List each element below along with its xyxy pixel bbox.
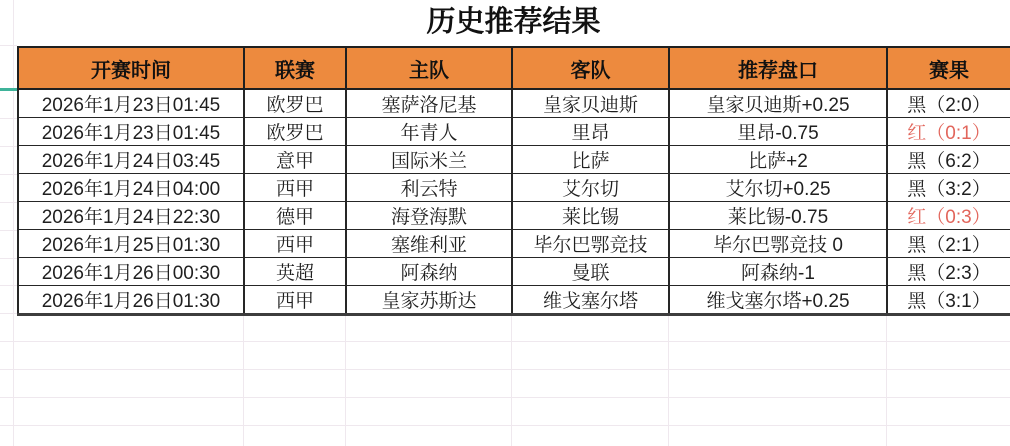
cell-time[interactable]: 2026年1月26日01:30 <box>18 286 244 315</box>
header-cell-handicap[interactable]: 推荐盘口 <box>669 47 887 89</box>
table-row <box>18 202 1010 230</box>
cell-away[interactable]: 曼联 <box>512 258 669 286</box>
header-cell-league[interactable]: 联赛 <box>244 47 346 89</box>
cell-handicap[interactable]: 莱比锡-0.75 <box>669 202 887 230</box>
cell-away[interactable]: 毕尔巴鄂竞技 <box>512 230 669 258</box>
gridline-horizontal <box>0 202 17 203</box>
cell-result[interactable] <box>887 202 1010 230</box>
gridline-vertical <box>13 0 14 446</box>
cell-time[interactable]: 2026年1月24日04:00 <box>18 174 244 202</box>
gridline-horizontal <box>0 369 1010 370</box>
table-row <box>18 89 1010 118</box>
cell-league[interactable]: 英超 <box>244 258 346 286</box>
cell-handicap[interactable]: 维戈塞尔塔+0.25 <box>669 286 887 315</box>
result-text: 黑（3:1） <box>907 291 991 312</box>
table-row <box>18 286 1010 315</box>
header-cell-result[interactable]: 赛果 <box>887 47 1010 89</box>
cell-home[interactable]: 利云特 <box>346 174 512 202</box>
cell-result[interactable] <box>887 89 1010 118</box>
cell-away[interactable]: 维戈塞尔塔 <box>512 286 669 315</box>
header-row <box>18 47 1010 89</box>
cell-handicap[interactable]: 艾尔切+0.25 <box>669 174 887 202</box>
cell-handicap[interactable]: 皇家贝迪斯+0.25 <box>669 89 887 118</box>
gridline-horizontal <box>0 174 17 175</box>
cell-handicap[interactable]: 里昂-0.75 <box>669 118 887 146</box>
cell-league[interactable]: 意甲 <box>244 146 346 174</box>
cell-league[interactable]: 德甲 <box>244 202 346 230</box>
cell-handicap[interactable]: 阿森纳-1 <box>669 258 887 286</box>
cell-home[interactable]: 塞维利亚 <box>346 230 512 258</box>
gridline-vertical <box>243 314 244 446</box>
gridline-horizontal <box>0 313 17 314</box>
cell-handicap[interactable]: 毕尔巴鄂竞技 0 <box>669 230 887 258</box>
cell-away[interactable]: 皇家贝迪斯 <box>512 89 669 118</box>
gridline-vertical <box>345 314 346 446</box>
table-row <box>18 258 1010 286</box>
cell-result[interactable] <box>887 230 1010 258</box>
header-cell-away[interactable]: 客队 <box>512 47 669 89</box>
header-cell-home[interactable]: 主队 <box>346 47 512 89</box>
cell-home[interactable]: 海登海默 <box>346 202 512 230</box>
cell-time[interactable]: 2026年1月23日01:45 <box>18 118 244 146</box>
cell-result[interactable] <box>887 146 1010 174</box>
result-text: 黑（2:0） <box>907 95 991 116</box>
cell-result[interactable] <box>887 258 1010 286</box>
freeze-pane-line <box>0 88 17 91</box>
result-text: 黑（6:2） <box>907 151 991 172</box>
cell-home[interactable]: 塞萨洛尼基 <box>346 89 512 118</box>
cell-result[interactable] <box>887 174 1010 202</box>
gridline-vertical <box>511 314 512 446</box>
gridline-vertical <box>886 314 887 446</box>
table-row <box>18 118 1010 146</box>
header-cell-time[interactable]: 开赛时间 <box>18 47 244 89</box>
cell-time[interactable]: 2026年1月24日22:30 <box>18 202 244 230</box>
cell-home[interactable]: 年青人 <box>346 118 512 146</box>
recommendation-table <box>17 46 1010 316</box>
gridline-horizontal <box>0 45 17 46</box>
gridline-horizontal <box>0 285 17 286</box>
result-text: 黑（2:3） <box>907 263 991 284</box>
result-text: 黑（2:1） <box>907 235 991 256</box>
gridline-horizontal <box>0 425 1010 426</box>
table-row <box>18 230 1010 258</box>
cell-result[interactable] <box>887 118 1010 146</box>
cell-away[interactable]: 里昂 <box>512 118 669 146</box>
gridline-horizontal <box>0 118 17 119</box>
cell-away[interactable]: 比萨 <box>512 146 669 174</box>
gridline-vertical <box>668 314 669 446</box>
cell-home[interactable]: 皇家苏斯达 <box>346 286 512 315</box>
gridline-horizontal <box>0 258 17 259</box>
cell-handicap[interactable]: 比萨+2 <box>669 146 887 174</box>
gridline-horizontal <box>0 341 1010 342</box>
cell-league[interactable]: 西甲 <box>244 174 346 202</box>
cell-home[interactable]: 阿森纳 <box>346 258 512 286</box>
result-text: 红（0:1） <box>907 123 991 144</box>
gridline-horizontal <box>0 397 1010 398</box>
gridline-horizontal <box>0 230 17 231</box>
gridline-horizontal <box>0 146 17 147</box>
cell-result[interactable] <box>887 286 1010 315</box>
cell-away[interactable]: 莱比锡 <box>512 202 669 230</box>
cell-league[interactable]: 西甲 <box>244 230 346 258</box>
cell-time[interactable]: 2026年1月26日00:30 <box>18 258 244 286</box>
cell-league[interactable]: 欧罗巴 <box>244 89 346 118</box>
cell-time[interactable]: 2026年1月23日01:45 <box>18 89 244 118</box>
cell-time[interactable]: 2026年1月25日01:30 <box>18 230 244 258</box>
result-text: 红（0:3） <box>907 207 991 228</box>
cell-away[interactable]: 艾尔切 <box>512 174 669 202</box>
sheet-title[interactable]: 历史推荐结果 <box>426 6 601 38</box>
table-row <box>18 174 1010 202</box>
cell-league[interactable]: 西甲 <box>244 286 346 315</box>
result-text: 黑（3:2） <box>907 179 991 200</box>
table-row <box>18 146 1010 174</box>
cell-league[interactable]: 欧罗巴 <box>244 118 346 146</box>
cell-time[interactable]: 2026年1月24日03:45 <box>18 146 244 174</box>
cell-home[interactable]: 国际米兰 <box>346 146 512 174</box>
